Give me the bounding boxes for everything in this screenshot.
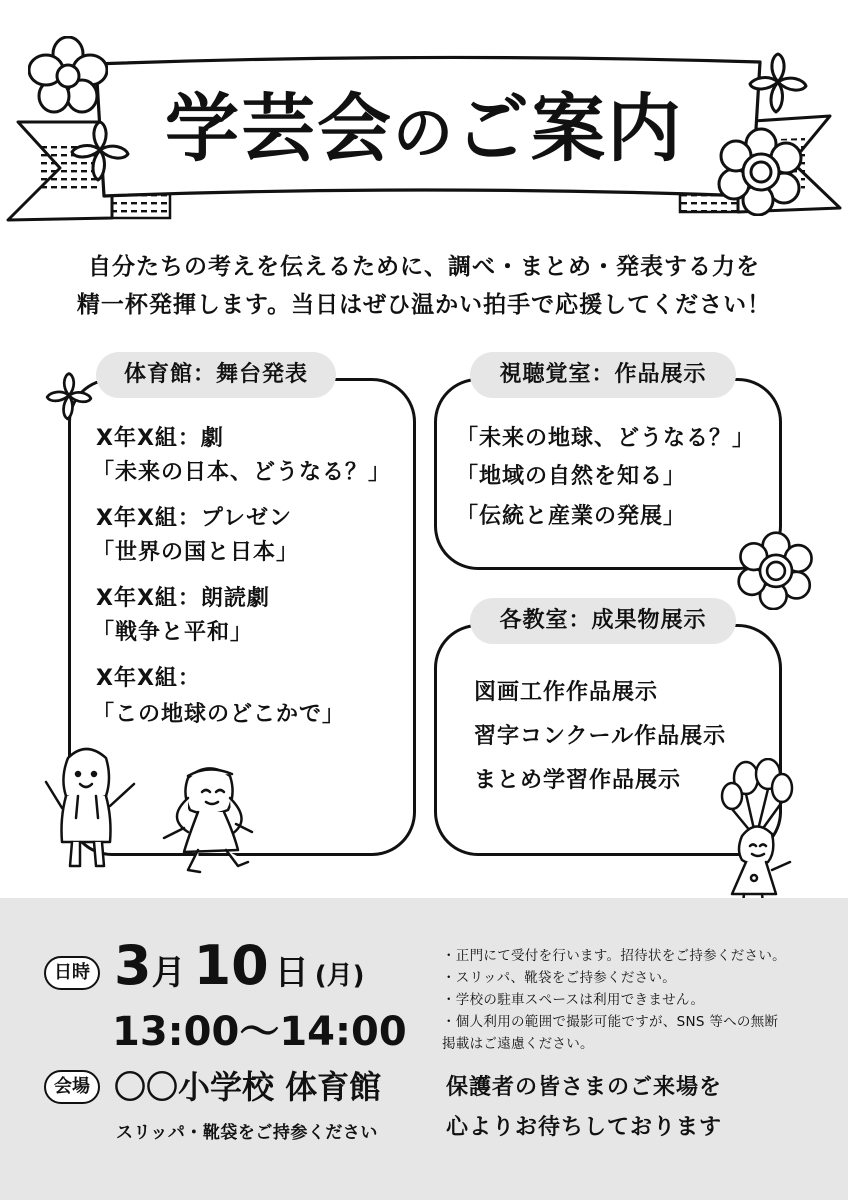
closing-line-2: 心よりお待ちしております xyxy=(446,1115,723,1140)
gym-heading: 体育館：舞台発表 xyxy=(96,352,336,398)
event-day: 10 xyxy=(193,934,269,997)
datetime-tag: 日時 xyxy=(44,956,100,990)
classroom-item: まとめ学習作品展示 xyxy=(474,768,682,793)
note-line: ・学校の駐車スペースは利用できません。 xyxy=(442,992,705,1008)
classroom-heading: 各教室：成果物展示 xyxy=(470,598,736,644)
intro-line-1: 自分たちの考えを伝えるために、調べ・まとめ・発表する力を xyxy=(88,254,760,280)
event-day-unit: 日 xyxy=(274,953,309,993)
classroom-item: 習字コンクール作品展示 xyxy=(474,724,727,749)
event-time: 13:00〜14:00 xyxy=(112,1009,407,1055)
venue-tag: 会場 xyxy=(44,1070,100,1104)
gym-item-title: 「この地球のどこかで」 xyxy=(92,702,346,727)
title-main: 学芸会 xyxy=(165,86,393,172)
flower-icon xyxy=(44,372,94,422)
title-tail: ご案内 xyxy=(455,86,683,172)
intro-line-2: 精一杯発揮します。当日はぜひ温かい拍手で応援してください！ xyxy=(76,292,772,318)
event-month: 3 xyxy=(114,934,152,997)
av-room-heading: 視聴覚室：作品展示 xyxy=(470,352,736,398)
note-line: ・スリッパ、靴袋をご持参ください。 xyxy=(442,970,677,986)
flower-icon xyxy=(736,530,816,610)
note-line: 掲載はご遠慮ください。 xyxy=(442,1036,594,1052)
gym-item-class: X年X組：プレゼン xyxy=(96,506,293,531)
classroom-item: 図画工作作品展示 xyxy=(474,680,659,705)
venue-name: 〇〇小学校 体育館 xyxy=(114,1068,382,1106)
gym-item-class: X年X組：劇 xyxy=(96,426,224,451)
av-room-item: 「地域の自然を知る」 xyxy=(456,464,687,489)
event-weekday: (月) xyxy=(314,961,365,991)
children-illustration xyxy=(38,738,268,878)
av-room-item: 「未来の地球、どうなる？」 xyxy=(456,426,756,451)
note-line: ・正門にて受付を行います。招待状をご持参ください。 xyxy=(442,948,786,964)
gym-item-class: X年X組：朗読劇 xyxy=(96,586,270,611)
venue-note: スリッパ・靴袋をご持参ください xyxy=(116,1123,378,1143)
gym-item-title: 「戦争と平和」 xyxy=(92,620,254,645)
event-date xyxy=(114,934,365,997)
closing-line-1: 保護者の皆さまのご来場を xyxy=(446,1075,723,1100)
gym-item-title: 「世界の国と日本」 xyxy=(92,540,300,565)
balloon-girl-illustration xyxy=(706,758,806,918)
page-title xyxy=(0,84,848,179)
event-month-unit: 月 xyxy=(151,953,186,993)
note-line: ・個人利用の範囲で撮影可能ですが、SNS 等への無断 xyxy=(442,1014,779,1030)
title-particle: の xyxy=(393,99,455,169)
gym-item-title: 「未来の日本、どうなる？」 xyxy=(92,460,392,485)
av-room-item: 「伝統と産業の発展」 xyxy=(456,504,687,529)
gym-item-class: X年X組： xyxy=(96,666,201,691)
